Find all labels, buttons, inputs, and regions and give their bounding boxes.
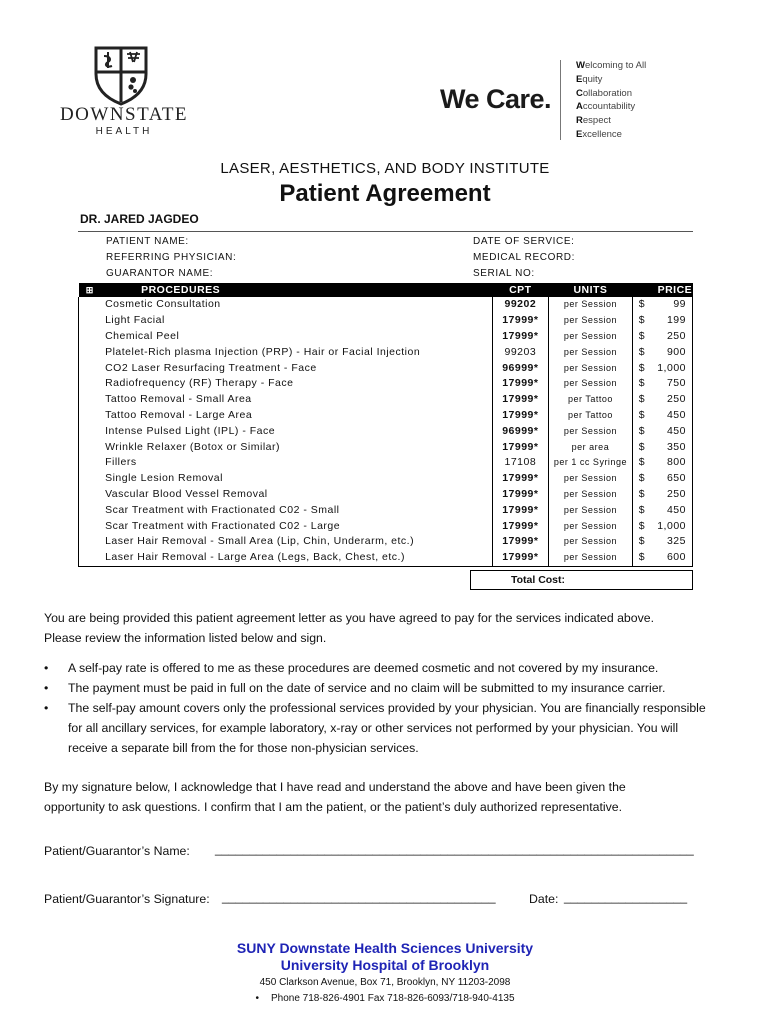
row-icon-cell (79, 376, 102, 392)
downstate-shield-logo (90, 44, 152, 106)
row-icon-cell (79, 423, 102, 439)
guarantor-name-line[interactable]: ______________________________________________________________________ (215, 842, 694, 856)
serial-no-label: SERIAL NO: (473, 268, 535, 279)
price-header-spacer (632, 283, 657, 297)
patient-name-label: PATIENT NAME: (106, 236, 189, 247)
currency-symbol: $ (632, 360, 657, 376)
row-icon-cell (79, 297, 102, 313)
table-row (79, 550, 693, 566)
intro-line-1: You are being provided this patient agreement letter as you have agreed to pay for the services indicated above. (44, 611, 654, 625)
we-care-tagline: We Care. (440, 84, 552, 114)
currency-symbol: $ (632, 550, 657, 566)
row-icon-cell (79, 471, 102, 487)
units-value: per Session (549, 534, 633, 550)
currency-symbol: $ (632, 439, 657, 455)
cpt-code: 99203 (492, 344, 548, 360)
units-value: per Session (549, 487, 633, 503)
date-line[interactable]: __________________ (564, 890, 688, 904)
value-item: Collaboration (576, 87, 632, 99)
footer-university (0, 940, 770, 974)
hospital-name: University Hospital of Brooklyn (280, 957, 490, 973)
row-icon-cell (79, 344, 102, 360)
cpt-code: 17999* (492, 439, 548, 455)
procedure-name: Tattoo Removal - Small Area (105, 393, 252, 406)
price-value: 325 (657, 534, 692, 550)
currency-symbol: $ (632, 518, 657, 534)
price-value: 250 (657, 329, 692, 345)
value-item: Excellence (576, 128, 622, 140)
procedure-name: Scar Treatment with Fractionated C02 - Large (105, 519, 341, 532)
cpt-code: 17999* (492, 392, 548, 408)
procedure-name: Scar Treatment with Fractionated C02 - Small (105, 503, 340, 516)
guarantor-name-sig-label: Patient/Guarantor’s Name: (44, 844, 190, 858)
table-row (79, 534, 693, 550)
cpt-code: 17999* (492, 471, 548, 487)
table-row (79, 487, 693, 503)
currency-symbol: $ (632, 487, 657, 503)
ack-line-1: By my signature below, I acknowledge that I have read and understand the above and have been given the (44, 780, 626, 794)
referring-physician-label: REFERRING PHYSICIAN: (106, 252, 237, 263)
table-row (79, 518, 693, 534)
procedure-name: Laser Hair Removal - Large Area (Legs, Back, Chest, etc.) (101, 550, 492, 566)
value-item: Equity (576, 73, 603, 85)
price-value: 450 (657, 502, 692, 518)
intro-line-2: Please review the information listed below and sign. (44, 631, 327, 645)
procedures-header: PROCEDURES (101, 283, 492, 297)
medical-record-label: MEDICAL RECORD: (473, 252, 575, 263)
currency-symbol: $ (632, 534, 657, 550)
cpt-code: 99202 (492, 297, 548, 313)
guarantor-signature-label: Patient/Guarantor’s Signature: (44, 892, 210, 906)
units-value: per Session (549, 344, 633, 360)
value-item: Respect (576, 115, 611, 127)
date-label: Date: (529, 892, 559, 906)
row-icon-cell (79, 502, 102, 518)
units-header: UNITS (549, 283, 633, 297)
list-item: • A self-pay rate is offered to me as these procedures are deemed cosmetic and not covered by my insurance. (44, 658, 734, 678)
table-row (79, 313, 693, 329)
institute-name: LASER, AESTHETICS, AND BODY INSTITUTE (220, 160, 550, 177)
price-value: 1,000 (657, 518, 692, 534)
units-value: per Session (549, 376, 633, 392)
procedure-name: Cosmetic Consultation (105, 298, 221, 311)
row-icon-cell (79, 408, 102, 424)
tagline-divider (560, 60, 561, 140)
cpt-code: 17999* (492, 518, 548, 534)
procedure-name: Platelet-Rich plasma Injection (PRP) - Hair or Facial Injection (105, 345, 421, 358)
procedure-name: Single Lesion Removal (105, 472, 223, 485)
row-icon-cell (79, 534, 102, 550)
units-value: per Session (549, 360, 633, 376)
currency-symbol: $ (632, 376, 657, 392)
page-title: Patient Agreement (279, 180, 491, 207)
currency-symbol: $ (632, 392, 657, 408)
logo-wordmark: DOWNSTATE (59, 104, 189, 125)
row-icon-cell (79, 550, 102, 566)
currency-symbol: $ (632, 502, 657, 518)
price-value: 450 (657, 423, 692, 439)
units-value: per 1 cc Syringe (549, 455, 633, 471)
procedure-name: Fillers (105, 456, 137, 469)
table-row (79, 297, 693, 313)
currency-symbol: $ (632, 471, 657, 487)
currency-symbol: $ (632, 297, 657, 313)
guarantor-name-label: GUARANTOR NAME: (106, 268, 214, 279)
table-row (79, 502, 693, 518)
acknowledgement-paragraph (44, 777, 734, 817)
price-header: PRICE (657, 284, 693, 296)
price-value: 250 (657, 392, 692, 408)
value-item: Accountability (576, 101, 636, 113)
units-value: per Session (549, 329, 633, 345)
procedure-name: Chemical Peel (105, 329, 180, 342)
currency-symbol: $ (632, 423, 657, 439)
date-of-service-label: DATE OF SERVICE: (473, 236, 575, 247)
row-icon-cell (79, 313, 102, 329)
units-value: per Session (549, 471, 633, 487)
table-row (79, 471, 693, 487)
cpt-code: 17999* (492, 502, 548, 518)
units-value: per Session (549, 297, 633, 313)
cpt-code: 17999* (492, 408, 548, 424)
table-row (79, 344, 693, 360)
address-line: 450 Clarkson Avenue, Box 71, Brooklyn, NY 11203-2098 (259, 977, 511, 988)
currency-symbol: $ (632, 344, 657, 360)
price-value: 1,000 (657, 360, 692, 376)
procedure-name: Laser Hair Removal - Small Area (Lip, Chin, Underarm, etc.) (105, 535, 415, 548)
header-rule (78, 231, 693, 232)
row-icon-cell (79, 439, 102, 455)
total-cost-label: Total Cost: (510, 574, 566, 586)
logo-subtitle: HEALTH (95, 126, 153, 137)
procedure-name: Radiofrequency (RF) Therapy - Face (105, 377, 294, 390)
units-value: per Tattoo (549, 392, 633, 408)
row-icon-cell (79, 329, 102, 345)
units-value: per Tattoo (549, 408, 633, 424)
price-value: 99 (657, 297, 692, 313)
ack-line-2: opportunity to ask questions. I confirm that I am the patient, or the patient’s duly authorized representative. (44, 800, 623, 814)
price-value: 900 (657, 344, 692, 360)
value-item: Welcoming to All (576, 60, 647, 71)
currency-symbol: $ (632, 313, 657, 329)
price-value: 199 (657, 313, 692, 329)
guarantor-signature-line[interactable]: ________________________________________ (222, 890, 496, 904)
price-value: 350 (657, 439, 692, 455)
values-list (576, 59, 646, 142)
price-value: 250 (657, 487, 692, 503)
university-name: SUNY Downstate Health Sciences University (236, 940, 534, 956)
cpt-code: 17999* (492, 329, 548, 345)
units-value: per Session (549, 423, 633, 439)
procedures-body (79, 297, 693, 566)
procedures-table (78, 283, 693, 567)
terms-list (44, 658, 734, 758)
procedure-name: Tattoo Removal - Large Area (105, 408, 253, 421)
table-row (79, 360, 693, 376)
table-row (79, 455, 693, 471)
list-item: • The payment must be paid in full on the date of service and no claim will be submitted to my insurance carrier. (44, 678, 734, 698)
row-icon-cell (79, 360, 102, 376)
list-item: • The self-pay amount covers only the professional services provided by your physician. You are financially responsible for all ancillary services, for example laboratory, x-ray or other services not performed by your physician. You will receive a separate bill from the for those non-physician services. (44, 698, 708, 758)
units-value: per Session (549, 502, 633, 518)
price-value: 450 (657, 408, 692, 424)
procedure-name: Wrinkle Relaxer (Botox or Similar) (105, 440, 281, 453)
cpt-code: 17999* (492, 487, 548, 503)
doctor-name: DR. JARED JAGDEO (80, 212, 199, 226)
price-value: 800 (657, 455, 692, 471)
units-value: per area (549, 439, 633, 455)
currency-symbol: $ (632, 329, 657, 345)
cpt-code: 96999* (492, 423, 548, 439)
procedure-name: Vascular Blood Vessel Removal (105, 487, 268, 500)
row-icon-cell (79, 487, 102, 503)
procedure-name: CO2 Laser Resurfacing Treatment - Face (105, 361, 317, 374)
phone-line: • Phone 718-826-4901 Fax 718-826-6093/718-940-4135 (255, 993, 515, 1004)
cpt-code: 17999* (492, 534, 548, 550)
currency-symbol: $ (632, 408, 657, 424)
cpt-code: 17108 (492, 455, 548, 471)
row-icon-cell (79, 392, 102, 408)
table-row (79, 376, 693, 392)
cpt-code: 96999* (492, 360, 548, 376)
table-row (79, 392, 693, 408)
table-row (79, 408, 693, 424)
intro-paragraph (44, 608, 734, 648)
units-value: per Session (549, 518, 633, 534)
price-value: 600 (657, 550, 692, 566)
table-row (79, 439, 693, 455)
table-expand-icon[interactable]: ⊞ (79, 283, 102, 297)
table-row (79, 329, 693, 345)
procedure-name: Light Facial (105, 314, 165, 327)
cpt-code: 17999* (492, 376, 548, 392)
total-cost-box (470, 570, 693, 590)
cpt-code: 17999* (492, 313, 548, 329)
units-value: per Session (549, 550, 633, 566)
table-row (79, 423, 693, 439)
row-icon-cell (79, 518, 102, 534)
currency-symbol: $ (632, 455, 657, 471)
procedure-name: Intense Pulsed Light (IPL) - Face (105, 424, 276, 437)
table-header-row (79, 283, 693, 297)
units-value: per Session (549, 313, 633, 329)
cpt-header: CPT (492, 283, 548, 297)
cpt-code: 17999* (492, 550, 548, 566)
price-value: 750 (657, 376, 692, 392)
footer-address (0, 975, 770, 1007)
row-icon-cell (79, 455, 102, 471)
price-value: 650 (657, 471, 692, 487)
